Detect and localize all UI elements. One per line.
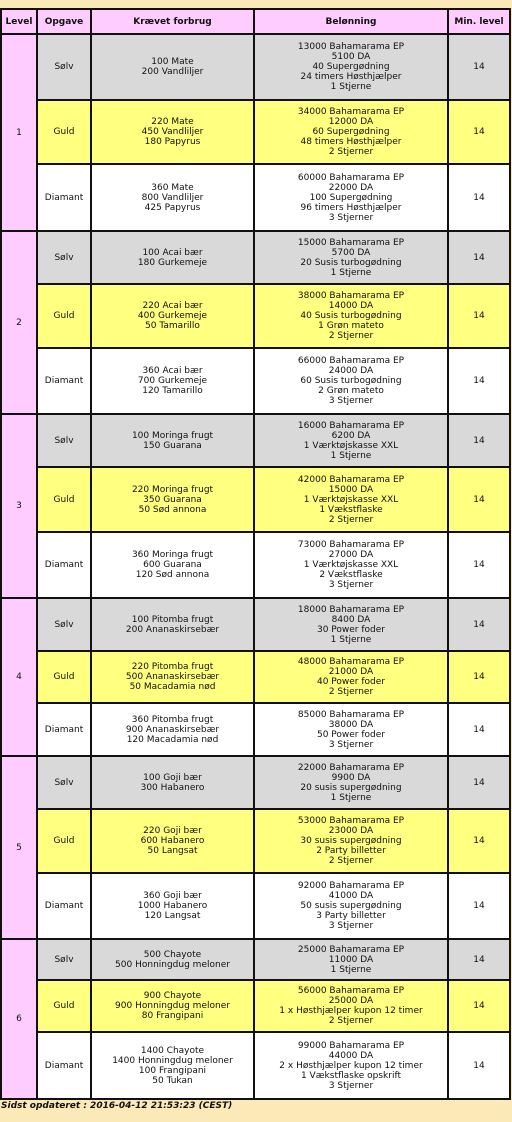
header-level: Level [1, 9, 37, 34]
reward-line: 22000 DA [328, 182, 374, 193]
level-reward-table [0, 8, 511, 1100]
level-cell: 2 [1, 231, 37, 414]
reward-line: 1 Stjerne [330, 82, 372, 92]
min-level-cell: 14 [448, 873, 510, 939]
reward-cell [254, 348, 448, 414]
task-cell: Diamant [37, 532, 91, 598]
required-line: 600 Habanero [140, 836, 205, 846]
table-row [1, 1032, 510, 1099]
reward-line: 18000 Bahamarama EP [297, 604, 405, 615]
reward-cell [254, 467, 448, 532]
task-cell: Guld [37, 651, 91, 703]
reward-line: 23000 DA [328, 826, 374, 836]
reward-line: 9900 DA [331, 772, 371, 783]
min-level-cell: 14 [448, 598, 510, 651]
reward-line: 38000 Bahamarama EP [297, 291, 405, 301]
reward-line: 20 Susis turbogødning [300, 257, 402, 268]
reward-line: 25000 DA [328, 996, 374, 1006]
reward-cell [254, 532, 448, 598]
reward-line: 1 x Høsthjælper kupon 12 timer [279, 1006, 423, 1016]
required-line: 220 Pitomba frugt [131, 662, 214, 672]
required-cell [91, 100, 254, 164]
table-row [1, 348, 510, 414]
reward-line: 2 Stjerner [328, 514, 374, 525]
reward-line: 2 Stjerner [328, 1016, 374, 1026]
task-cell: Sølv [37, 414, 91, 467]
reward-cell [254, 980, 448, 1032]
reward-line: 66000 Bahamarama EP [297, 356, 405, 366]
level-cell: 5 [1, 756, 37, 939]
reward-line: 73000 Bahamarama EP [297, 540, 405, 550]
reward-cell [254, 1032, 448, 1099]
table-row [1, 231, 510, 284]
table-row [1, 467, 510, 532]
required-line: 50 Langsat [147, 846, 198, 856]
table-row [1, 598, 510, 651]
reward-cell [254, 873, 448, 939]
required-line: 120 Sød annona [135, 570, 210, 580]
header-task: Opgave [37, 9, 91, 34]
table-body [1, 34, 510, 1099]
reward-cell [254, 34, 448, 100]
reward-line: 15000 DA [328, 484, 374, 495]
task-cell: Diamant [37, 164, 91, 231]
reward-line: 3 Stjerner [328, 921, 374, 931]
required-line: 100 Goji bær [143, 772, 202, 783]
reward-line: 1 Værktøjskasse XXL [303, 440, 399, 451]
task-cell: Guld [37, 809, 91, 873]
reward-line: 1 Grøn mateto [318, 321, 384, 331]
required-cell [91, 873, 254, 939]
task-cell: Diamant [37, 348, 91, 414]
reward-line: 5100 DA [331, 52, 371, 62]
reward-line: 60 Susis turbogødning [300, 376, 402, 386]
reward-line: 1 Stjerne [330, 450, 372, 461]
min-level-cell: 14 [448, 939, 510, 980]
required-line: 400 Gurkemeje [137, 311, 208, 321]
task-cell: Guld [37, 980, 91, 1032]
reward-line: 48000 Bahamarama EP [297, 657, 405, 667]
required-line: 50 Sød annona [138, 504, 207, 515]
min-level-cell: 14 [448, 414, 510, 467]
required-line: 700 Gurkemeje [137, 376, 208, 386]
required-cell [91, 231, 254, 284]
reward-line: 21000 DA [328, 667, 374, 677]
task-cell: Sølv [37, 231, 91, 284]
table-row [1, 873, 510, 939]
required-line: 120 Tamarillo [142, 386, 203, 396]
required-line: 1400 Honningdug meloner [112, 1055, 233, 1066]
required-line: 360 Pitomba frugt [131, 714, 214, 725]
reward-line: 3 Party billetter [316, 911, 386, 921]
required-line: 450 Vandliljer [141, 127, 204, 137]
reward-line: 24 timers Høsthjælper [300, 72, 402, 82]
min-level-cell: 14 [448, 164, 510, 231]
min-level-cell: 14 [448, 231, 510, 284]
required-line: 900 Honningdug meloner [115, 1001, 230, 1011]
required-line: 360 Goji bær [143, 891, 202, 901]
reward-line: 42000 Bahamarama EP [297, 474, 405, 485]
reward-line: 2 Vækstflaske [319, 570, 383, 580]
reward-line: 1 Værktøjskasse XXL [303, 560, 399, 570]
required-line: 80 Frangipani [141, 1011, 204, 1021]
reward-line: 11000 DA [328, 954, 374, 965]
reward-cell [254, 231, 448, 284]
required-line: 300 Habanero [140, 782, 205, 793]
reward-line: 44000 DA [328, 1050, 374, 1061]
table-row [1, 703, 510, 756]
table-row [1, 939, 510, 980]
reward-line: 1 Stjerne [330, 792, 372, 803]
reward-line: 13000 Bahamarama EP [297, 42, 405, 52]
header-required: Krævet forbrug [91, 9, 254, 34]
reward-cell [254, 651, 448, 703]
reward-line: 6200 DA [331, 430, 371, 441]
reward-cell [254, 414, 448, 467]
reward-line: 2 Grøn mateto [318, 386, 384, 396]
header-min-level: Min. level [448, 9, 510, 34]
reward-cell [254, 703, 448, 756]
table-row [1, 651, 510, 703]
required-line: 1000 Habanero [137, 901, 208, 911]
table-row [1, 414, 510, 467]
required-cell [91, 980, 254, 1032]
min-level-cell: 14 [448, 467, 510, 532]
required-line: 50 Macadamia nød [129, 682, 216, 692]
reward-line: 2 Stjerner [328, 147, 374, 157]
required-line: 500 Chayote [143, 949, 202, 960]
reward-line: 53000 Bahamarama EP [297, 816, 405, 826]
required-line: 360 Acai bær [142, 366, 203, 376]
task-cell: Guld [37, 284, 91, 348]
min-level-cell: 14 [448, 284, 510, 348]
reward-line: 40 Power foder [316, 677, 385, 687]
required-line: 900 Ananaskirsebær [125, 724, 220, 735]
reward-line: 85000 Bahamarama EP [297, 709, 405, 720]
table-row [1, 284, 510, 348]
reward-line: 25000 Bahamarama EP [297, 944, 405, 955]
min-level-cell: 14 [448, 532, 510, 598]
required-line: 200 Ananaskirsebær [125, 624, 220, 635]
reward-line: 40 Susis turbogødning [300, 311, 402, 321]
task-cell: Sølv [37, 756, 91, 809]
required-cell [91, 651, 254, 703]
reward-line: 20 susis supergødning [300, 782, 402, 793]
required-line: 100 Pitomba frugt [131, 614, 214, 625]
reward-line: 56000 Bahamarama EP [297, 986, 405, 996]
required-line: 150 Guarana [143, 440, 202, 451]
min-level-cell: 14 [448, 34, 510, 100]
table-row [1, 532, 510, 598]
min-level-cell: 14 [448, 980, 510, 1032]
required-cell [91, 703, 254, 756]
reward-line: 27000 DA [328, 550, 374, 560]
reward-line: 3 Stjerner [328, 739, 374, 750]
min-level-cell: 14 [448, 651, 510, 703]
reward-line: 2 Stjerner [328, 331, 374, 341]
min-level-cell: 14 [448, 703, 510, 756]
reward-cell [254, 100, 448, 164]
required-line: 220 Acai bær [142, 301, 203, 311]
required-line: 1400 Chayote [140, 1045, 205, 1056]
reward-line: 30 susis supergødning [300, 836, 402, 846]
required-cell [91, 809, 254, 873]
reward-line: 2 Stjerner [328, 687, 374, 697]
task-cell: Diamant [37, 703, 91, 756]
level-cell: 1 [1, 34, 37, 231]
required-line: 350 Guarana [143, 494, 202, 505]
reward-cell [254, 598, 448, 651]
reward-line: 34000 Bahamarama EP [297, 107, 405, 117]
reward-line: 41000 DA [328, 891, 374, 901]
required-line: 360 Mate [151, 182, 194, 193]
required-line: 180 Papyrus [144, 137, 201, 147]
reward-line: 22000 Bahamarama EP [297, 762, 405, 773]
required-cell [91, 756, 254, 809]
reward-cell [254, 284, 448, 348]
required-line: 220 Mate [151, 117, 194, 127]
reward-line: 100 Supergødning [309, 192, 393, 203]
task-cell: Diamant [37, 873, 91, 939]
reward-line: 3 Stjerner [328, 212, 374, 223]
required-line: 100 Mate [151, 57, 194, 67]
reward-line: 3 Stjerner [328, 580, 374, 590]
min-level-cell: 14 [448, 100, 510, 164]
task-cell: Sølv [37, 939, 91, 980]
required-line: 220 Moringa frugt [131, 484, 214, 495]
reward-line: 48 timers Høsthjælper [300, 137, 402, 147]
last-updated: Sidst opdateret : 2016-04-12 21:53:23 (CEST) [1, 1101, 233, 1111]
required-line: 100 Acai bær [142, 247, 203, 258]
reward-line: 16000 Bahamarama EP [297, 420, 405, 431]
reward-line: 99000 Bahamarama EP [297, 1040, 405, 1051]
task-cell: Guld [37, 100, 91, 164]
required-cell [91, 598, 254, 651]
reward-line: 50 susis supergødning [300, 901, 402, 911]
reward-line: 24000 DA [328, 366, 374, 376]
required-cell [91, 34, 254, 100]
required-cell [91, 414, 254, 467]
reward-line: 8400 DA [331, 614, 371, 625]
reward-line: 50 Power foder [316, 729, 385, 740]
min-level-cell: 14 [448, 348, 510, 414]
reward-line: 2 Party billetter [316, 846, 386, 856]
table-row [1, 34, 510, 100]
reward-line: 1 Stjerne [330, 634, 372, 645]
reward-line: 1 Vækstflaske [319, 504, 383, 515]
reward-line: 60 Supergødning [312, 127, 390, 137]
required-line: 180 Gurkemeje [137, 257, 208, 268]
header-reward: Belønning [254, 9, 448, 34]
table-row [1, 164, 510, 231]
required-cell [91, 1032, 254, 1099]
required-line: 425 Papyrus [144, 202, 201, 213]
reward-line: 5700 DA [331, 247, 371, 258]
min-level-cell: 14 [448, 809, 510, 873]
required-line: 800 Vandliljer [141, 192, 204, 203]
level-cell: 4 [1, 598, 37, 756]
reward-line: 38000 DA [328, 719, 374, 730]
reward-line: 96 timers Høsthjælper [300, 202, 402, 213]
required-cell [91, 939, 254, 980]
reward-line: 60000 Bahamarama EP [297, 172, 405, 183]
task-cell: Sølv [37, 34, 91, 100]
level-cell: 6 [1, 939, 37, 1099]
min-level-cell: 14 [448, 1032, 510, 1099]
reward-line: 15000 Bahamarama EP [297, 237, 405, 248]
reward-cell [254, 939, 448, 980]
required-line: 100 Moringa frugt [131, 430, 214, 441]
reward-line: 1 Værktøjskasse XXL [303, 494, 399, 505]
required-cell [91, 284, 254, 348]
required-line: 200 Vandliljer [141, 67, 204, 77]
min-level-cell: 14 [448, 756, 510, 809]
table-row [1, 809, 510, 873]
required-line: 50 Tukan [152, 1075, 193, 1086]
level-cell: 3 [1, 414, 37, 598]
reward-line: 14000 DA [328, 301, 374, 311]
reward-line: 30 Power foder [316, 624, 385, 635]
task-cell: Guld [37, 467, 91, 532]
table-row [1, 756, 510, 809]
header-row [1, 9, 510, 34]
required-line: 120 Langsat [144, 911, 201, 921]
reward-line: 3 Stjerner [328, 396, 374, 406]
task-cell: Sølv [37, 598, 91, 651]
required-line: 50 Tamarillo [145, 321, 200, 331]
reward-line: 1 Stjerne [330, 964, 372, 975]
required-line: 100 Frangipani [138, 1065, 207, 1076]
reward-cell [254, 756, 448, 809]
required-line: 500 Honningdug meloner [115, 959, 230, 970]
required-line: 500 Ananaskirsebær [125, 672, 220, 682]
task-cell: Diamant [37, 1032, 91, 1099]
table-row [1, 100, 510, 164]
reward-line: 12000 DA [328, 117, 374, 127]
reward-line: 1 Stjerne [330, 267, 372, 278]
reward-line: 40 Supergødning [312, 62, 390, 72]
reward-cell [254, 164, 448, 231]
reward-line: 3 Stjerner [328, 1080, 374, 1091]
required-line: 120 Macadamia nød [126, 734, 219, 745]
required-cell [91, 532, 254, 598]
required-line: 220 Goji bær [143, 826, 202, 836]
reward-line: 1 Vækstflaske opskrift [300, 1070, 402, 1081]
required-line: 600 Guarana [143, 560, 202, 570]
required-line: 360 Moringa frugt [131, 550, 214, 560]
table-row [1, 980, 510, 1032]
reward-cell [254, 809, 448, 873]
required-cell [91, 164, 254, 231]
reward-line: 2 Stjerner [328, 856, 374, 866]
required-cell [91, 348, 254, 414]
required-line: 900 Chayote [143, 991, 202, 1001]
reward-line: 92000 Bahamarama EP [297, 881, 405, 891]
required-cell [91, 467, 254, 532]
reward-line: 2 x Høsthjælper kupon 12 timer [279, 1060, 423, 1071]
